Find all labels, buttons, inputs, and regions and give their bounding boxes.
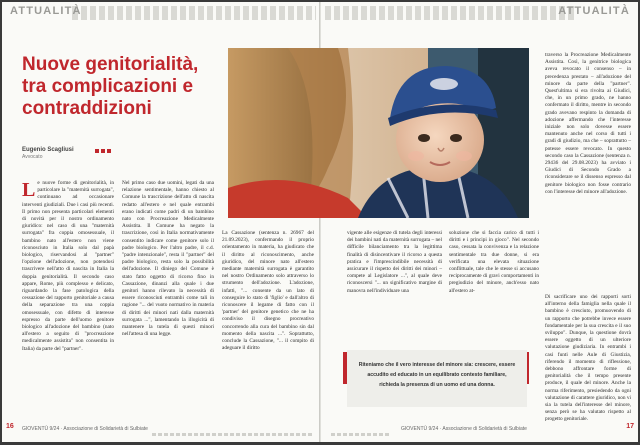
author-divider [95, 149, 113, 153]
pull-quote-text: Riteniamo che il vero interesse del minore sia: crescere, essere accudito ed educato in un equilibrato contesto familiare, richieda la presenza di un uomo ed una donna. [358, 362, 516, 388]
footer-right: GIOVENTÙ 9/24 · Associazione di Solidarietà di Sulbiate [401, 426, 527, 432]
author-role: Avvocato [22, 154, 43, 160]
column-5: soluzione che si faccia carico di tutti i diritti e i principi in gioco". Nel secondo caso, cessata la convivenza e la relazione sentimentale tra due donne, si era verificata una elevata situazione conflittuale, tale che le stesse si accusano reciprocamente di gravi comportamenti in pregiudizio del minore, anch'esso nato all'estero at- [449, 230, 539, 294]
column-2: Nel primo caso due uomini, legati da una relazione sentimentale, hanno chiesto al Comune la trascrizione dell'atto di nascita redatto all'estero e nel quale entrambi erano indicati come padri di un bambino nato con Procreazione Medicalmente Assistita. Il Comune ha negato la trascrizione, così in Italia normativamente consentito indicare come genitore solo il padre biologico. Per l'altro padre, il c.d. "padre intenzionale", resta il "partner" del padre biologico, resta solo la possibilità dell'adozione. Il diniego del Comune è stato fatto oggetto di ricorso fino in Cassazione, dinanzi alla quale i due genitori hanno rilevato la necessità di essere riconosciuti entrambi come tali in ragione "... del vuoto normativo in materia di diritti dei minori nati dalla maternità surrogata ...", lamentando la illogicità di mantenere la tutela di questi minori nell'attesa di una legge. [122, 180, 214, 338]
section-label: ATTUALITÀ [558, 5, 630, 17]
column-3: La Cassazione (sentenza n. 26967 del 21.09.2023), confermando il proprio orientamento in materia, ha giudicato che il diritto al riconoscimento, anche giuridico, del minore nato all'estero mediante maternità surrogata è garantito nel nostro Ordinamento solo attraverso lo strumento dell'adozione. L'adozione, infatti, "... consente da un lato di conseguire lo stato di 'figlio' e dall'altro di riconoscere il legame di fatto con il 'partner' del genitore genetico che ne ha condiviso il disegno procreativo concorrendo alla cura del bambino sin dal momento della nascita ...". Soprattutto, conclude la Cassazione, "... il compito di adeguare il diritto [222, 230, 314, 352]
footer-decoration-left [152, 433, 312, 436]
author-name: Eugenio Scagliusi [22, 147, 74, 153]
page-number-right: 17 [626, 423, 634, 430]
header-decoration [325, 6, 575, 20]
column-7: Di sacrificare uno dei rapporti sorti all'interno della famiglia nella quale il bambino è cresciuto, promuovendo di un rapporto che potrebbe invece essere fondamentale per la sua crescita e il suo sviluppo". Dunque, la questione dovrà essere oggetto di un ulteriore valutazione giudiziaria. In entrambi i casi funti nelle Aule di Giustizia, riferendo il momento di riflessione, debbono affrontare forme di genitorialità che il tempo presente produce, il quale del minore. Anche la norma riferimento, presiedendo da ogni valutazione di carattere giuridico, non vi sia la tutela dell'interesse del minore, senza però se ha valutato rispetto al progetto genitoriale. [545, 294, 631, 423]
article-title: Nuove genitorialità, tra complicazioni e contraddizioni [22, 54, 199, 119]
drop-cap: L [22, 179, 36, 201]
column-4: vigente alle esigenze di tutela degli interessi dei bambini nati da maternità surrogata – nel difficile bilanciamento tra la legittima finalità di disincentivare il ricorso a questa pratica e l'imprescindibile necessità di assicurare il rispetto dei diritti dei minori – compete al Legislatore ...", al quale deve riconoscersi "... un significativo margine di manovra nell'individuare una [347, 230, 442, 294]
column-1-text: e nuove forme di genitorialità, in particolare la "maternità surrogata", continuano ad occasionare interventi giudiziali. Due i casi più recenti. Il primo non presenta particolari elementi di novità per il nostro ordinamento giuridico: nel caso di una "maternità surrogata" fra coppia omosessuale, il bambino nato all'estero non viene riconosciuto in Italia solo dal papà biologico, riservandosi al "partner" l'opzione dell'adozione, non potendosi trascrivere nell'atto di nascita in Italia la doppia genitorialità. Il secondo caso appare, Rome, più complesso e delicato, riguardando la fase patologica della cessazione del rapporto genitoriale a causa della separazione tra una coppia omosessuale, con difetto di interesse espresso da parte dell'uomo genitore biologico all'adozione del bambino (nato all'estero a seguito di "procreazione medicalmente assistita" non consentita in Italia) da parte del "partner". [22, 180, 114, 352]
page-number-left: 16 [6, 423, 14, 430]
header-decoration [72, 6, 316, 20]
column-6: traverso la Procreazione Medicalmente Assistita. Così, la genitrice biologica aveva revocato il consenso – in precedenza prestato – all'adozione del minore da parte della "partner". Quest'ultima si era rivolta ai Giudici, che, in un primo grado, ne hanno confermato il diritto, mentre in secondo grado avevano respinto la domanda di adozione affermando che l'interesse iniziale non solo dovesse essere mantenuto anche nel corso di tutti i gradi di giudizio, ma che – soprattutto – potesse essere revocato. In questo secondo caso la Cassazione (sentenza n. 29436 del 29.08.2023) ha avviato i Giudici di Secondo Grado a riconsiderare se il dissenso espresso dal genitore biologico non fosse contrario con l'interesse del minore all'adozione. [545, 52, 631, 195]
baby-photo-illustration [228, 48, 529, 218]
pull-quote [347, 350, 527, 407]
section-label: ATTUALITÀ [10, 5, 82, 17]
article-photo [228, 48, 529, 218]
footer-decoration-right [331, 433, 391, 436]
column-1 [22, 180, 114, 353]
footer-left: GIOVENTÙ 9/24 · Associazione di Solidarietà di Sulbiate [22, 426, 148, 432]
